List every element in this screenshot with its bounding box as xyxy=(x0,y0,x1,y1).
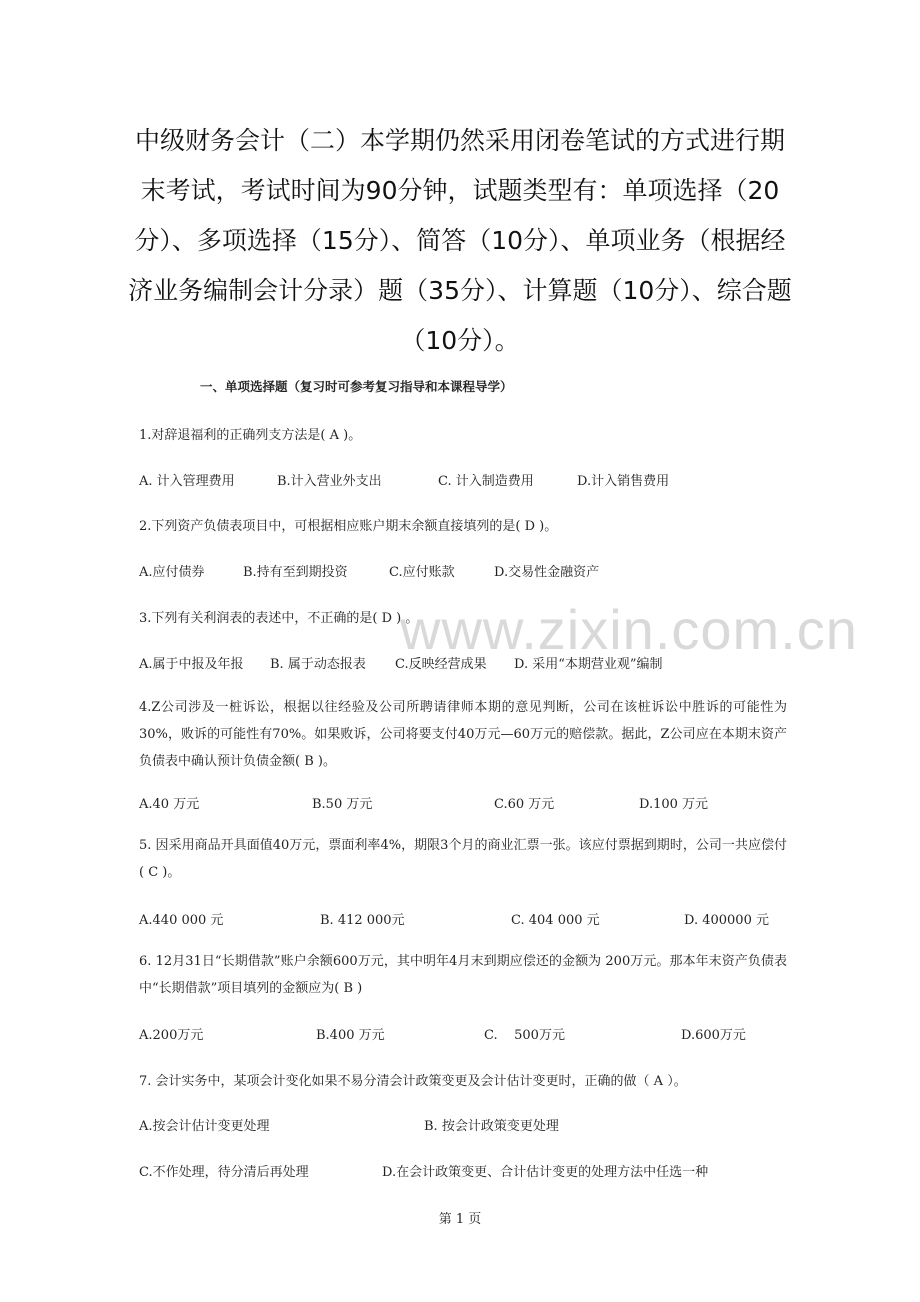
page-number: 第 1 页 xyxy=(438,1212,482,1227)
watermark: www.zixin.com.cn xyxy=(400,598,858,661)
question-2-stem: 2.下列资产负债表项目中，可根据相应账户期末余额直接填列的是( D )。 xyxy=(139,519,558,534)
question-7-stem: 7. 会计实务中，某项会计变化如果不易分清会计政策变更及会计估计变更时，正确的做（ A ）。 xyxy=(139,1074,687,1089)
question-5-option-b: B. 412 000元 xyxy=(320,913,405,928)
question-3-option-a: A.属于中报及年报 xyxy=(139,657,244,672)
question-4-option-b: B.50 万元 xyxy=(312,797,373,812)
question-3-stem: 3.下列有关利润表的表述中，不正确的是( D ) 。 xyxy=(139,611,419,626)
question-2-option-b: B.持有至到期投资 xyxy=(243,565,348,580)
question-6-option-d: D.600万元 xyxy=(681,1028,746,1043)
intro-paragraph: 中级财务会计（二）本学期仍然采用闭卷笔试的方式进行期末考试，考试时间为90分钟，试题类型有：单项选择（20分）、多项选择（15分）、简答（10分）、单项业务（根据经济业务编制会计分录）题（35分）、计算题（10分）、综合题（10分）。 xyxy=(128,126,792,355)
question-5-option-a: A.440 000 元 xyxy=(139,913,224,928)
question-5-option-d: D. 400000 元 xyxy=(684,913,769,928)
question-2-option-a: A.应付债券 xyxy=(139,565,205,580)
question-3-option-c: C.反映经营成果 xyxy=(395,657,487,672)
question-2-option-d: D.交易性金融资产 xyxy=(494,565,600,580)
question-6-option-b: B.400 万元 xyxy=(316,1028,385,1043)
question-5-stem: 5. 因采用商品开具面值40万元，票面利率4%，期限3个月的商业汇票一张。该应付票据到期时，公司一共应偿付( C )。 xyxy=(139,838,787,880)
question-4-stem: 4.Z公司涉及一桩诉讼，根据以往经验及公司所聘请律师本期的意见判断，公司在该桩诉讼中胜诉的可能性为30%，败诉的可能性有70%。如果败诉，公司将要支付40万元—60万元的赔偿款。据此，Z公司应在本期末资产负债表中确认预计负债金额( B )。 xyxy=(139,700,787,769)
question-7-option-d: D.在会计政策变更、合计估计变更的处理方法中任选一种 xyxy=(382,1165,709,1180)
question-1-stem: 1.对辞退福利的正确列支方法是( A )。 xyxy=(139,428,362,443)
question-2-option-c: C.应付账款 xyxy=(389,565,455,580)
question-7-option-b: B. 按会计政策变更处理 xyxy=(424,1119,559,1134)
question-4-option-d: D.100 万元 xyxy=(639,797,709,812)
section-title: 一、单项选择题（复习时可参考复习指导和本课程导学） xyxy=(200,379,513,394)
question-4-option-c: C.60 万元 xyxy=(494,797,555,812)
question-1-option-c: C. 计入制造费用 xyxy=(438,474,534,489)
question-6-option-c: C. 500万元 xyxy=(484,1028,565,1043)
question-6-stem: 6. 12月31日“长期借款”账户余额600万元，其中明年4月末到期应偿还的金额为 200万元。那本年末资产负债表中“长期借款”项目填列的金额应为( B ) xyxy=(139,954,787,996)
question-5-option-c: C. 404 000 元 xyxy=(511,913,600,928)
question-6-option-a: A.200万元 xyxy=(139,1028,204,1043)
question-1-option-a: A. 计入管理费用 xyxy=(139,474,235,489)
question-1-option-d: D.计入销售费用 xyxy=(577,474,670,489)
question-7-option-c: C.不作处理，待分清后再处理 xyxy=(139,1165,309,1180)
question-1-option-b: B.计入营业外支出 xyxy=(277,474,382,489)
question-3-option-b: B. 属于动态报表 xyxy=(270,657,366,672)
question-3-option-d: D. 采用“本期营业观”编制 xyxy=(514,657,663,672)
question-7-option-a: A.按会计估计变更处理 xyxy=(139,1119,270,1134)
question-4-option-a: A.40 万元 xyxy=(139,797,200,812)
